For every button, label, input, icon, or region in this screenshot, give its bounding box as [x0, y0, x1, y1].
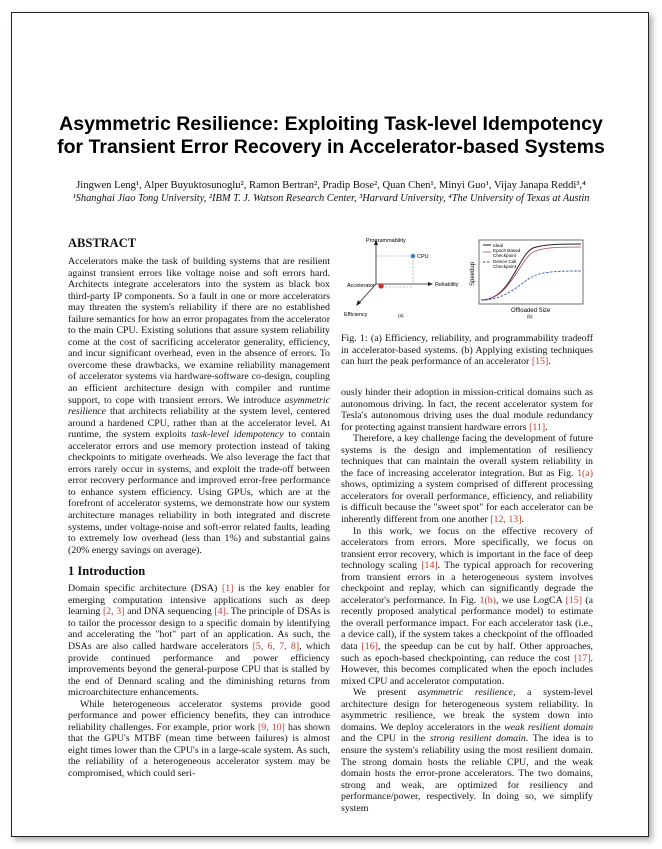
col2-paragraph-1: ously hinder their adoption in mission-critical domains such as autonomous driving. In fact, the recent accelerator system for Tesla's autonomous driving uses the dual module redundancy for protecting against transient hardware errors [11]. [341, 387, 593, 433]
label-accelerator: Accelerator [347, 283, 375, 289]
legend-epoch-2: Checkpoint [493, 253, 516, 258]
label-efficiency: Efficiency [344, 312, 368, 318]
citation-link[interactable]: [9, 10] [258, 721, 285, 733]
figure-1b [470, 240, 583, 319]
figure-link[interactable]: 1(a) [577, 467, 594, 479]
figure-1a [344, 238, 459, 318]
citation-link[interactable]: [5, 6, 7, 8] [252, 640, 300, 652]
citation-link[interactable]: [12, 13] [490, 514, 522, 526]
abstract-paragraph: Accelerators make the task of building systems that are resilient against transient errors like voltage noise and soft errors hard. Architects integrate accelerators into the system as black box third-party IP components. So a fault in one or more accelerators may threaten the system's reliability if there are no established failure semantics for how an error propagates from the accelerator to the main CPU. Existing solutions that assure system reliability come at the cost of sacrificing accelerator generality, efficiency, and incur significant overhead, even in the absence of errors. To overcome these drawbacks, we examine reliability management of accelerator systems via hardware-software co-design, coupling an efficient architecture design with compiler and runtime support, to cope with transient errors. We introduce asymmetric resilience that architects reliability at the system level, centered around a hardened CPU, rather than at the accelerator level. At runtime, the system exploits task-level idempotency to contain accelerator errors and use memory protection instead of taking checkpoints to mitigate overheads. We also leverage the fact that errors rarely occur in systems, and exploit the trade-off between error recovery performance and improved error-free performance to enhance system efficiency. Using GPUs, which are at the forefront of accelerator systems, we demonstrate how our system architecture manages reliability in both integrated and discrete systems, under voltage-noise and soft-error related faults, leading to extremely low overhead (less than 1%) and substantial gains (20% energy savings on average). [68, 256, 331, 556]
label-cpu: CPU [417, 254, 429, 260]
citation-link[interactable]: [17] [574, 652, 591, 664]
axis-arrow-icon [356, 300, 361, 306]
citation-link[interactable]: [11] [529, 421, 546, 433]
legend-device-2: Checkpoint [493, 264, 516, 269]
col2-paragraph-4: We present asymmetric resilience, a system-level architecture design for heterogeneous system reliability. In asymmetric resilience, we break the system down into domains. We deploy accelerators in the weak resilient domain and the CPU in the strong resilient domain. The idea is to ensure the system's reliability using the most resilient domain. The strong domain hosts the reliable CPU, and the weak domain hosts the error-prone accelerators. The two domains, strong and weak, are optimized for resiliency and performance/power, respectively. In doing so, we simplify system [341, 687, 594, 814]
cpu-dot [411, 254, 416, 259]
citation-link[interactable]: [15] [531, 356, 549, 368]
left-column [68, 236, 330, 780]
subfigure-label-b: (b) [527, 314, 533, 319]
col2-paragraph-3: In this work, we focus on the effective recovery of accelerators from errors. More specifically, we focus on transient error recovery, which is important in the face of deep technology scaling [14]. The typical approach for recovering from transient errors in a heterogeneous system involves checkpoint and replay, which can significantly degrade the accelerator's performance. In Fig. 1(b), we use LogCA [15] (a recently proposed analytical performance model) to estimate the overall performance impact. For each accelerator task (i.e., a device call), if the system takes a checkpoint of the offloaded data [16], the speedup can be cut by half. Other approaches, such as epoch-based checkpointing, can reduce the cost [17]. However, this becomes complicated when the epoch includes mixed CPU and accelerator computation. [341, 525, 594, 687]
axis-arrow-icon [428, 282, 433, 286]
paper-title [0, 113, 662, 159]
author-list: Jingwen Leng¹, Alper Buyuktosunoglu², Ramon Bertran², Pradip Bose², Quan Chen¹, Minyi Guo¹, Vijay Janapa Reddi³,⁴ [76, 180, 586, 191]
right-column [341, 387, 593, 814]
citation-link[interactable]: [1] [221, 583, 234, 595]
col2-paragraph-2: Therefore, a key challenge facing the development of future systems is the design and implementation of resiliency techniques that can maintain the overall system reliability in the face of increasing accelerator integration. But as Fig. 1(a) shows, optimizing a system comprised of different processing accelerators for overall performance, efficiency, and reliability is difficult because the "sweet spot" for each accelerator can be inherently different from one another [12, 13]. [341, 433, 594, 526]
abstract-heading: ABSTRACT [68, 236, 137, 250]
label-programmability: Programmability [366, 238, 406, 244]
legend-device-1: Device Call [493, 259, 517, 264]
title-line-1: Asymmetric Resilience: Exploiting Task-level Idempotency [59, 113, 603, 135]
intro-paragraph-1: Domain specific architecture (DSA) [1] is the key enabler for emerging computation intensive applications such as deep learning [2, 3] and DNA sequencing [4]. The principle of DSAs is to tailor the processor design to a specific domain by identifying and accelerating the "hot" part of an application. As such, the DSAs are also called hardware accelerators [5, 6, 7, 8], which provide continued performance and power efficiency improvements beyond the general-purpose CPU that is stalled by the end of Dennard scaling and the diminishing returns from microarchitecture enhancements. [68, 583, 331, 699]
x-axis-label: Offloaded Size [511, 308, 551, 314]
accelerator-dot [378, 283, 383, 288]
affiliations: ¹Shanghai Jiao Tong University, ²IBM T. J. Watson Research Center, ³Harvard University, ⁴The University of Texas at Austin [72, 193, 590, 204]
citation-link[interactable]: [15] [565, 594, 583, 606]
legend-epoch-1: Epoch Based [493, 248, 521, 253]
citation-link[interactable]: [16] [361, 641, 378, 653]
introduction-heading: 1 Introduction [68, 564, 146, 579]
citation-link[interactable]: [4] [214, 606, 226, 618]
citation-link[interactable]: [2, 3] [102, 606, 125, 618]
figure-1-caption: Fig. 1: (a) Efficiency, reliability, and programmability tradeoff in accelerator-based systems. (b) Applying existing techniques can hurt the peak performance of an accelerator [15]. [341, 333, 593, 368]
title-line-2: for Transient Error Recovery in Accelerator-based Systems [57, 136, 605, 158]
label-reliability: Reliability [435, 282, 459, 288]
citation-link[interactable]: [14] [421, 560, 438, 572]
figure-1 [341, 234, 597, 329]
subfigure-label-a: (a) [398, 313, 404, 318]
figure-link[interactable]: 1(b) [479, 594, 496, 606]
intro-paragraph-2: While heterogeneous accelerator systems provide good performance and power efficiency benefits, they can introduce reliability challenges. For example, prior work [9, 10] has shown that the GPU's MTBF (mean time between failures) is almost eight times lower than the CPU's in a large-scale system. As such, the reliability of a heterogeneous accelerator system may be compromised, which could seri- [68, 698, 331, 779]
y-axis-label: Speedup [470, 261, 476, 286]
legend-ideal: Ideal [493, 243, 503, 248]
